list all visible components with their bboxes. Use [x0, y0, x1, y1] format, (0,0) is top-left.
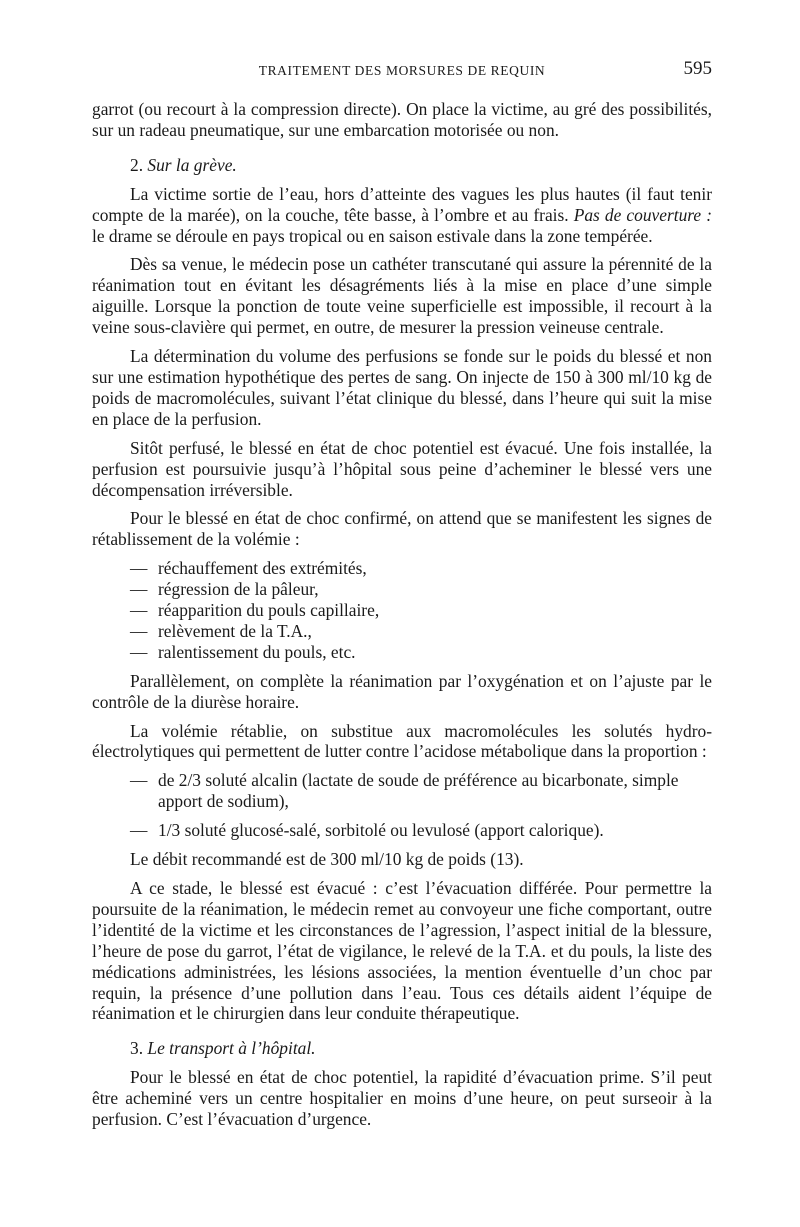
body-text: [92, 99, 712, 1130]
paragraph: Parallèlement, on complète la réanimation par l’oxygénation et on l’ajuste par le contrôle de la diurèse horaire.: [92, 670, 712, 712]
paragraph-intro: garrot (ou recourt à la compression directe). On place la victime, au gré des possibilités, sur un radeau pneumatique, sur une embarcation motorisée ou non.: [92, 99, 712, 140]
page-header: [92, 58, 712, 82]
list-item: — 1/3 soluté glucosé-salé, sorbitolé ou levulosé (apport calorique).: [130, 820, 712, 841]
paragraph: La volémie rétablie, on substitue aux macromolécules les solutés hydro-électrolytiques qui permettent de lutter contre l’acidose métabolique dans la proportion :: [92, 720, 712, 762]
paragraph: A ce stade, le blessé est évacué : c’est l’évacuation différée. Pour permettre la poursuite de la réanimation, le médecin remet au convoyeur une fiche comportant, outre l’identité de la victime et les circonstances de l’agression, l’aspect initial de la blessure, l’heure de pose du garrot, l’état de vigilance, le relevé de la T.A. et du pouls, la liste des médications administrées, les lésions associées, la mention éventuelle d’un choc par requin, la présence d’une pollution dans l’eau. Tous ces détails aident l’équipe de réanimation et le chirurgien dans leur conduite thérapeutique.: [92, 878, 712, 1024]
page-number: 595: [683, 58, 712, 79]
section-heading-2: [92, 155, 712, 176]
paragraph: Pour le blessé en état de choc potentiel, la rapidité d’évacuation prime. S’il peut être acheminé vers un centre hospitalier en moins d’une heure, on peut surseoir à la perfusion. C’est l’évacuation d’urgence.: [92, 1067, 712, 1130]
running-title: TRAITEMENT DES MORSURES DE REQUIN: [258, 63, 546, 78]
section-title: Le transport à l’hôpital.: [147, 1038, 316, 1059]
paragraph-text: La victime sortie de l’eau, hors d’atteinte des vagues les plus hautes (il faut tenir compte de la marée), on la couche, tête basse, à l’ombre et au frais.: [92, 183, 712, 225]
emphasis-text: Pas de couverture :: [573, 204, 712, 225]
paragraph: Sitôt perfusé, le blessé en état de choc potentiel est évacué. Une fois installée, la perfusion est poursuivie jusqu’à l’hôpital sous peine d’acheminer le blessé vers une décompensation irréversible.: [92, 437, 712, 500]
list-item: — de 2/3 soluté alcalin (lactate de soude de préférence au bicarbonate, simple apport de sodium),: [130, 770, 712, 812]
section-number: 3.: [130, 1038, 144, 1059]
dash-list: [92, 558, 712, 663]
paragraph: [92, 184, 712, 247]
paragraph: Le débit recommandé est de 300 ml/10 kg de poids (13).: [130, 849, 524, 870]
section-number: 2.: [130, 154, 144, 175]
list-item: — réchauffement des extrémités,: [130, 558, 712, 579]
section-heading-3: [92, 1038, 712, 1059]
paragraph-text: le drame se déroule en pays tropical ou en saison estivale dans la zone tempérée.: [92, 225, 653, 246]
paragraph: La détermination du volume des perfusions se fonde sur le poids du blessé et non sur une estimation hypothétique des pertes de sang. On injecte de 150 à 300 ml/10 kg de poids de macromolécules, suivant l’état clinique du blessé, dans l’heure qui suit la mise en place de la perfusion.: [92, 346, 712, 429]
dash-list: [92, 770, 712, 841]
section-title: Sur la grève.: [147, 154, 237, 175]
paragraph: Dès sa venue, le médecin pose un cathéter transcutané qui assure la pérennité de la réanimation tout en évitant les désagréments liés à la mise en place d’une simple aiguille. Lorsque la ponction de toute veine superficielle est impossible, il recourt à la veine sous-clavière qui permet, en outre, de mesurer la pression veineuse centrale.: [92, 254, 712, 338]
list-item: — réapparition du pouls capillaire,: [130, 600, 712, 621]
paragraph: Pour le blessé en état de choc confirmé, on attend que se manifestent les signes de rétablissement de la volémie :: [92, 508, 712, 550]
list-item: — régression de la pâleur,: [130, 579, 712, 600]
list-item: — ralentissement du pouls, etc.: [130, 642, 712, 663]
list-item: — relèvement de la T.A.,: [130, 621, 712, 642]
